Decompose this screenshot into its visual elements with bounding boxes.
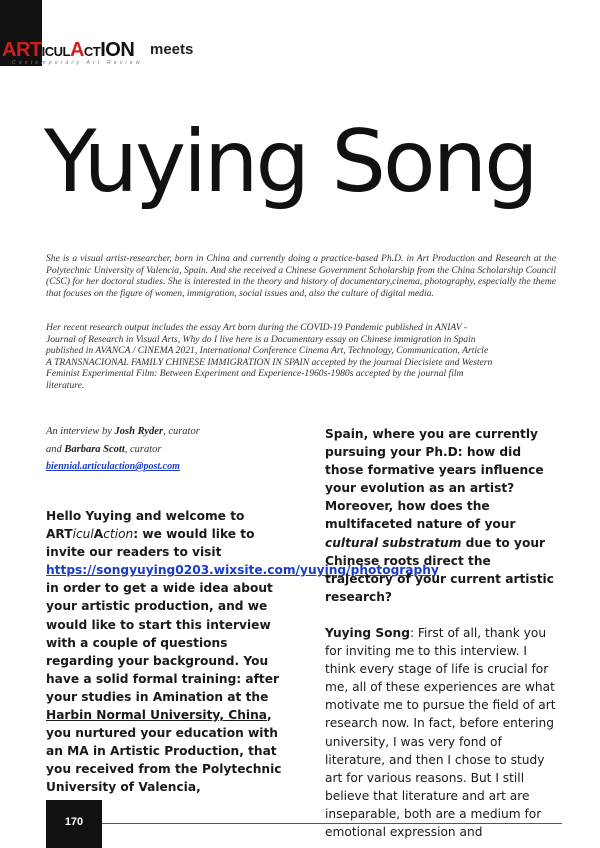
- website-link[interactable]: https://songyuying0203.wixsite.com/yuying/photography: [46, 563, 439, 578]
- interview-credits: An interview by Josh Ryder, curator and Barbara Scott, curator biennial.articulaction@post.com: [46, 426, 200, 472]
- curator-name-2: Barbara Scott: [64, 443, 125, 455]
- left-column-question: Hello Yuying and welcome to ARTiculAction: we would like to invite our readers to visit https://songyuying0203.wixsite.com/yuying/photography in order to get a wide idea about your artistic production, and we would like to start this interview with a couple of questions regarding your background. You have a solid formal training: after your studies in Amination at the Harbin Normal University, China, you nurtured your education with an MA in Artistic Production, that you received from the Polytechnic University of Valencia,: [46, 509, 439, 795]
- logo-subtitle: Contemporary Art Review: [12, 60, 143, 66]
- intro-paragraph-1: She is a visual artist-researcher, born in China and currently doing a practice-based Ph.D. in Art Production and Research at the Polytechnic University of Valencia, Spain. And she received a Chinese Government Scholarship from the China Scholarship Council (CSC) for her doctoral studies. She is interested in the theory and history of documentary,cinema, photography, especially the theme that focuses on the figure of women, immigration, social issues and, also the culture of digital media.: [46, 253, 556, 299]
- curator-name-1: Josh Ryder: [114, 426, 164, 437]
- brand-inline: ARTiculAction: [46, 527, 134, 542]
- article-title: Yuying Song: [44, 112, 536, 212]
- email-link[interactable]: biennial.articulaction@post.com: [46, 461, 180, 472]
- right-column: [325, 425, 560, 841]
- footer-divider: [102, 823, 562, 824]
- answer-speaker: Yuying Song: [325, 625, 410, 640]
- page-number: 170: [64, 816, 84, 828]
- meets-label: meets: [150, 41, 194, 58]
- university-link[interactable]: Harbin Normal University, China: [46, 708, 267, 723]
- intro-paragraph-2: Her recent research output includes the essay Art born during the COVID-19 Pandemic published in ANIAV - Journal of Research in Visual Arts, Why do I live here is a Documentary essay on Chinese immigration in Spain published in AVANCA / CINEMA 2021, International Conference Cinema Art, Technology, Communication, Article A TRANSNACIONAL FAMILY CHINESE IMMIGRATION IN SPAIN accepted by the journal Diecisiete and Western Feminist Experimental Film: Between Experiment and Experience-1960s-1980s accepted by the journal film literature.: [46, 322, 493, 391]
- answer-paragraph: Yuying Song: First of all, thank you for inviting me to this interview. I think every stage of life is crucial for me, all of these experiences are what motivate me to pursue the field of art research now. In fact, before entering university, I was very fond of literature, and then I chose to study art for various reasons. But I still believe that literature and art are inseparable, both are a medium for emotional expression and: [325, 625, 556, 839]
- articulaction-logo: ARTICULACTION Contemporary Art Review: [2, 39, 143, 66]
- question-continued: Spain, where you are currently pursuing your Ph.D: how did those formative years influence your evolution as an artist? Moreover, how does the multifaceted nature of your cultural substratum due to your Chinese roots direct the trajectory of your current artistic research?: [325, 427, 554, 604]
